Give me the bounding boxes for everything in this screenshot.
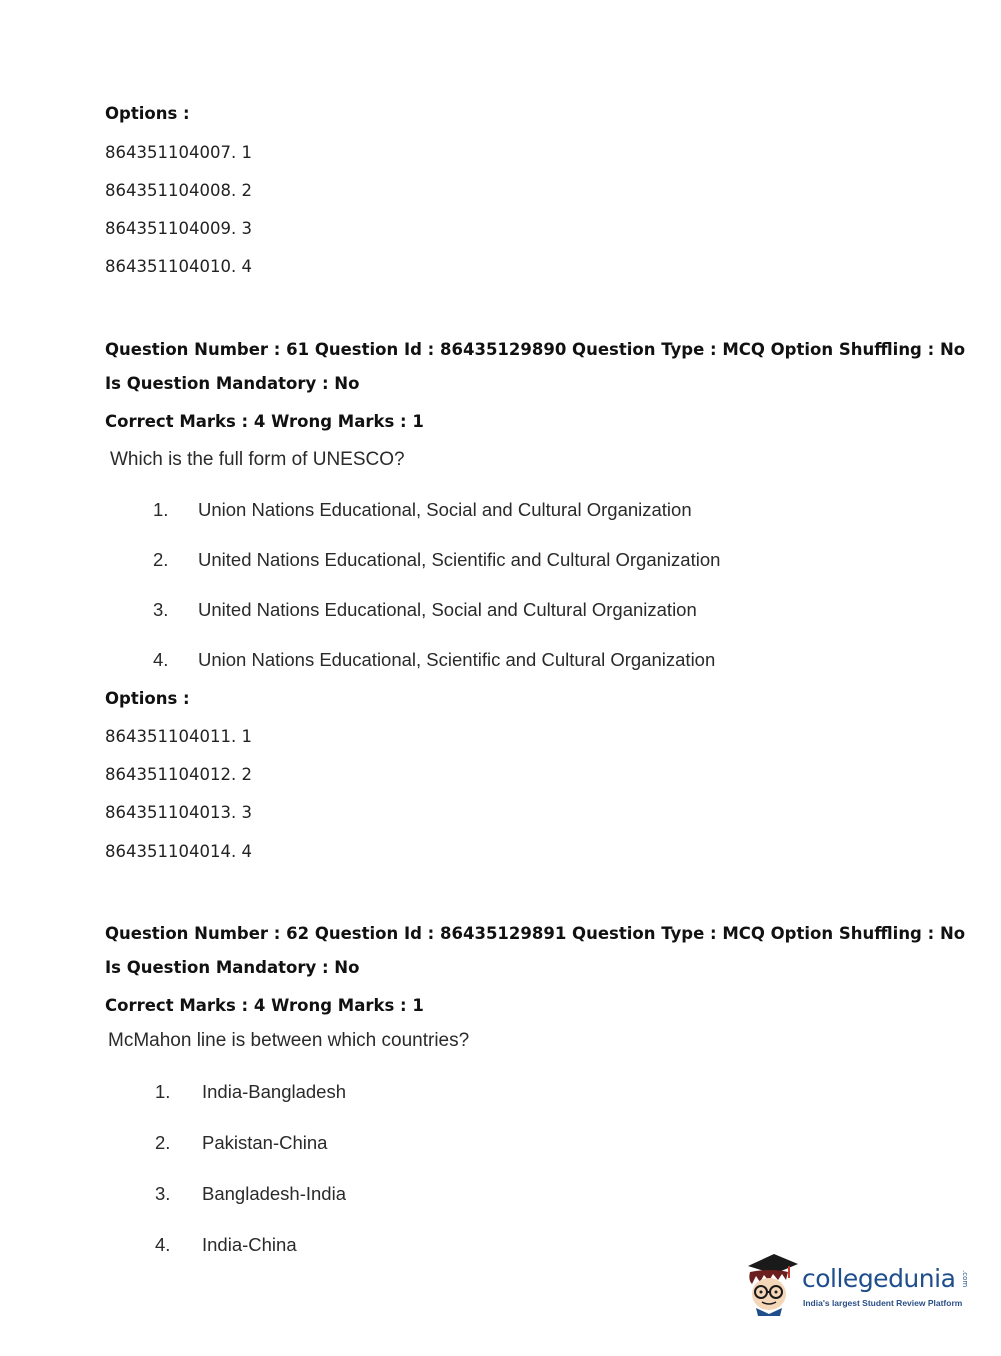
options-label: Options : <box>105 104 190 123</box>
choice-number: 2. <box>153 549 169 570</box>
option-id: 864351104010. 4 <box>105 257 252 276</box>
choice-number: 4. <box>153 649 169 670</box>
question-marks-line: Correct Marks : 4 Wrong Marks : 1 <box>105 996 424 1015</box>
choice-text: Bangladesh-India <box>202 1183 346 1204</box>
options-label: Options : <box>105 689 190 708</box>
question-meta-line: Question Number : 61 Question Id : 86435129890 Question Type : MCQ Option Shuffling : No <box>105 340 966 359</box>
choice-text: Union Nations Educational, Social and Cultural Organization <box>198 499 692 520</box>
option-id: 864351104009. 3 <box>105 219 252 238</box>
choice-text: United Nations Educational, Social and Cultural Organization <box>198 599 697 620</box>
logo-tagline: India's largest Student Review Platform <box>803 1298 963 1308</box>
question-meta-line: Question Number : 62 Question Id : 86435129891 Question Type : MCQ Option Shuffling : No <box>105 924 966 943</box>
choice-text: Pakistan-China <box>202 1132 328 1153</box>
choice-text: United Nations Educational, Scientific and Cultural Organization <box>198 549 721 570</box>
option-id: 864351104011. 1 <box>105 727 252 746</box>
collegedunia-logo <box>742 1250 972 1320</box>
option-id: 864351104008. 2 <box>105 181 252 200</box>
choice-text: India-Bangladesh <box>202 1081 346 1102</box>
student-mascot-icon <box>742 1250 800 1316</box>
question-marks-line: Correct Marks : 4 Wrong Marks : 1 <box>105 412 424 431</box>
question-text: McMahon line is between which countries? <box>108 1030 470 1051</box>
choice-text: Union Nations Educational, Scientific and Cultural Organization <box>198 649 716 670</box>
option-id: 864351104012. 2 <box>105 765 252 784</box>
choice-number: 3. <box>155 1183 171 1204</box>
option-id: 864351104007. 1 <box>105 143 252 162</box>
choice-text: India-China <box>202 1234 297 1255</box>
choice-number: 3. <box>153 599 169 620</box>
choice-number: 4. <box>155 1234 171 1255</box>
option-id: 864351104014. 4 <box>105 842 252 861</box>
question-text: Which is the full form of UNESCO? <box>110 449 405 470</box>
question-mandatory-line: Is Question Mandatory : No <box>105 374 360 393</box>
logo-domain-suffix: .com <box>961 1270 969 1288</box>
option-id: 864351104013. 3 <box>105 803 252 822</box>
choice-number: 1. <box>155 1081 171 1102</box>
choice-number: 2. <box>155 1132 171 1153</box>
logo-wordmark: collegedunia <box>802 1264 956 1293</box>
choice-number: 1. <box>153 499 169 520</box>
question-mandatory-line: Is Question Mandatory : No <box>105 958 360 977</box>
